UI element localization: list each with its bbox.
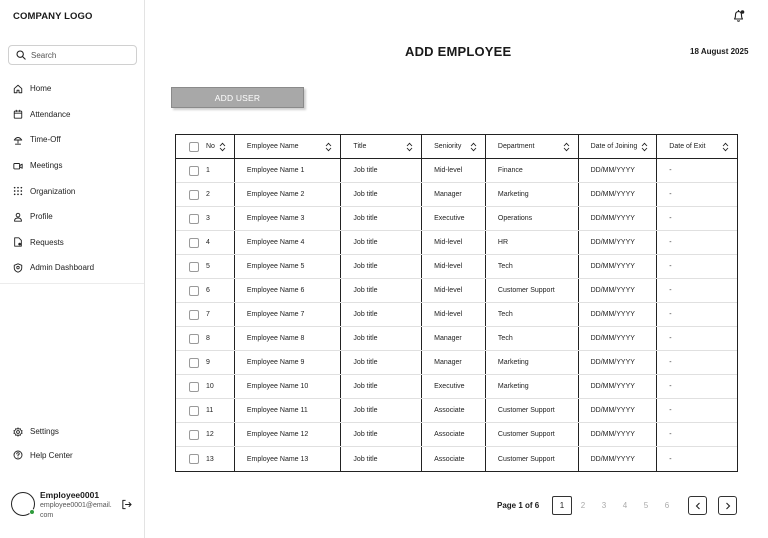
cell-text: Mid-level (434, 239, 463, 246)
cell-text: Operations (497, 215, 533, 222)
sort-icon[interactable] (219, 142, 226, 152)
profile-name: Employee0001 (40, 490, 100, 500)
cell-text: Job title (353, 287, 378, 294)
chevron-right-icon (724, 502, 732, 510)
cell-text: - (669, 239, 672, 246)
cell-text: Executive (434, 215, 465, 222)
cell-date-of-joining (579, 351, 658, 374)
cell-text: - (669, 359, 672, 366)
sort-icon[interactable] (722, 142, 729, 152)
cell-no (176, 279, 235, 302)
column-header-seniority[interactable] (422, 135, 486, 158)
cell-date-of-exit (657, 303, 737, 326)
page-button[interactable]: 6 (664, 501, 670, 510)
sidebar-item-profile[interactable] (0, 204, 144, 230)
cell-text: Customer Support (497, 431, 555, 438)
sidebar-item-meetings[interactable] (0, 153, 144, 179)
cell-text: Mid-level (434, 287, 463, 294)
sidebar-item-organization[interactable] (0, 178, 144, 204)
cell-date-of-exit (657, 279, 737, 302)
cell-text: Job title (353, 359, 378, 366)
cell-title (341, 303, 422, 326)
cell-date-of-joining (579, 231, 658, 254)
cell-text: HR (497, 239, 509, 246)
cell-text: DD/MM/YYYY (590, 287, 635, 294)
sidebar-item-label: Attendance (30, 109, 71, 119)
cell-department (486, 255, 579, 278)
sidebar-item-label: Help Center (30, 450, 73, 460)
cell-text: 2 (206, 191, 210, 198)
sidebar-item-attendance[interactable] (0, 102, 144, 128)
cell-title (341, 279, 422, 302)
cell-text: Job title (353, 335, 378, 342)
online-status-dot (29, 509, 35, 515)
cell-title (341, 423, 422, 446)
cell-employee-name (235, 255, 342, 278)
cell-text: - (669, 311, 672, 318)
cell-no (176, 399, 235, 422)
cell-date-of-joining (579, 447, 658, 471)
row-checkbox[interactable] (189, 358, 199, 368)
sidebar-item-help-center[interactable] (0, 444, 144, 468)
cell-text: Employee Name 8 (246, 335, 305, 342)
cell-employee-name (235, 159, 342, 182)
cell-text: Employee Name 13 (246, 455, 309, 463)
sidebar-item-label: Profile (30, 212, 53, 222)
cell-text: - (669, 167, 672, 174)
row-checkbox[interactable] (189, 406, 199, 416)
company-logo: COMPANY LOGO (13, 11, 93, 22)
cell-no (176, 327, 235, 350)
row-checkbox[interactable] (189, 382, 199, 392)
cell-text: 10 (206, 383, 214, 390)
row-checkbox[interactable] (189, 166, 199, 176)
cell-date-of-exit (657, 447, 737, 471)
row-checkbox[interactable] (189, 334, 199, 344)
cell-employee-name (235, 303, 342, 326)
column-header-employee-name[interactable] (235, 135, 342, 158)
cell-department (486, 279, 579, 302)
sidebar-item-label: Settings (30, 427, 59, 437)
cell-text: Manager (434, 191, 462, 198)
cell-text: Customer Support (497, 407, 555, 414)
cell-employee-name (235, 351, 342, 374)
cell-date-of-exit (657, 207, 737, 230)
row-checkbox[interactable] (189, 190, 199, 200)
cell-employee-name (235, 279, 342, 302)
sidebar (0, 0, 145, 538)
pagination-pages (552, 496, 678, 515)
cell-date-of-exit (657, 327, 737, 350)
sidebar-item-requests[interactable] (0, 230, 144, 256)
shield-icon (13, 263, 23, 273)
cell-text: DD/MM/YYYY (590, 407, 635, 414)
cell-text: Manager (434, 335, 462, 342)
cell-department (486, 207, 579, 230)
cell-date-of-exit (657, 399, 737, 422)
cell-date-of-exit (657, 351, 737, 374)
user-icon (13, 212, 23, 222)
sidebar-item-label: Admin Dashboard (30, 263, 95, 273)
cell-seniority (422, 183, 486, 206)
page-button[interactable]: 5 (643, 501, 649, 510)
select-all-checkbox[interactable] (189, 142, 199, 152)
row-checkbox[interactable] (189, 430, 199, 440)
column-header-department[interactable] (486, 135, 579, 158)
cell-text: DD/MM/YYYY (590, 167, 635, 174)
home-icon (13, 84, 23, 94)
cell-text: Employee Name 12 (246, 431, 309, 438)
calendar-icon (13, 109, 23, 119)
cell-title (341, 447, 422, 471)
cell-seniority (422, 423, 486, 446)
cell-text: - (669, 431, 672, 438)
cell-text: Job title (353, 215, 378, 222)
chevron-left-icon (694, 502, 702, 510)
cell-text: DD/MM/YYYY (590, 263, 635, 270)
cell-text: DD/MM/YYYY (590, 311, 635, 318)
beach-umbrella-icon (13, 135, 23, 145)
cell-text: - (669, 287, 672, 294)
cell-text: Job title (353, 311, 378, 318)
user-profile[interactable] (11, 490, 141, 520)
cell-text: Associate (434, 431, 465, 438)
sidebar-divider (0, 283, 144, 284)
cell-text: Customer Support (497, 455, 555, 463)
cell-text: Associate (434, 455, 465, 463)
video-icon (13, 161, 23, 171)
cell-no (176, 207, 235, 230)
cell-department (486, 303, 579, 326)
cell-text: Job title (353, 383, 378, 390)
employee-table (175, 134, 738, 472)
page-button[interactable]: 2 (580, 501, 586, 510)
cell-text: 9 (206, 359, 210, 366)
cell-text: Marketing (497, 191, 529, 198)
cell-seniority (422, 159, 486, 182)
cell-seniority (422, 375, 486, 398)
sort-icon[interactable] (563, 142, 570, 152)
cell-seniority (422, 279, 486, 302)
current-date: 18 August 2025 (690, 47, 749, 56)
cell-employee-name (235, 423, 342, 446)
table-body (176, 159, 737, 471)
cell-text: Marketing (497, 383, 529, 390)
sidebar-item-label: Organization (30, 186, 76, 196)
cell-employee-name (235, 327, 342, 350)
search-input[interactable] (31, 51, 131, 60)
sort-icon[interactable] (470, 142, 477, 152)
sidebar-bottom-nav (0, 420, 144, 467)
page-button[interactable]: 3 (601, 501, 607, 510)
row-checkbox[interactable] (189, 238, 199, 248)
cell-date-of-exit (657, 231, 737, 254)
page-indicator: Page 1 of 6 (497, 501, 540, 510)
cell-date-of-exit (657, 375, 737, 398)
sidebar-item-label: Home (30, 84, 52, 94)
cell-department (486, 159, 579, 182)
cell-title (341, 351, 422, 374)
sidebar-item-home[interactable] (0, 76, 144, 102)
cell-date-of-joining (579, 255, 658, 278)
page-button[interactable]: 1 (552, 496, 572, 515)
column-header-label: Date of Joining (590, 143, 638, 150)
cell-text: Employee Name 7 (246, 311, 305, 318)
cell-department (486, 231, 579, 254)
cell-text: DD/MM/YYYY (590, 359, 635, 366)
cell-text: 4 (206, 239, 210, 246)
sort-icon[interactable] (325, 142, 332, 152)
table-header-row (176, 135, 737, 159)
cell-text: Tech (497, 335, 513, 342)
table-row[interactable] (176, 351, 737, 375)
cell-text: Customer Support (497, 287, 555, 294)
cell-no (176, 423, 235, 446)
row-checkbox[interactable] (189, 310, 199, 320)
cell-title (341, 207, 422, 230)
row-checkbox[interactable] (189, 262, 199, 272)
cell-text: - (669, 383, 672, 390)
help-icon (13, 450, 23, 460)
cell-no (176, 159, 235, 182)
cell-employee-name (235, 375, 342, 398)
table-row[interactable] (176, 207, 737, 231)
search-icon (16, 50, 26, 60)
cell-date-of-joining (579, 183, 658, 206)
cell-date-of-exit (657, 159, 737, 182)
cell-date-of-exit (657, 183, 737, 206)
column-header-date-of-joining[interactable] (579, 135, 658, 158)
page-button[interactable]: 4 (622, 501, 628, 510)
cell-employee-name (235, 231, 342, 254)
cell-text: - (669, 191, 672, 198)
cell-title (341, 255, 422, 278)
cell-seniority (422, 351, 486, 374)
cell-text: Employee Name 4 (246, 239, 305, 246)
cell-text: Employee Name 11 (246, 407, 308, 414)
column-header-date-of-exit[interactable] (657, 135, 737, 158)
cell-department (486, 399, 579, 422)
cell-date-of-joining (579, 327, 658, 350)
cell-text: 1 (206, 167, 210, 174)
gear-icon (13, 427, 23, 437)
document-icon (13, 237, 23, 247)
row-checkbox[interactable] (189, 214, 199, 224)
row-checkbox[interactable] (189, 454, 199, 464)
cell-no (176, 255, 235, 278)
cell-text: Job title (353, 239, 378, 246)
cell-department (486, 327, 579, 350)
cell-title (341, 375, 422, 398)
table-row[interactable] (176, 447, 737, 471)
cell-text: DD/MM/YYYY (590, 431, 635, 438)
table-row[interactable] (176, 303, 737, 327)
cell-department (486, 423, 579, 446)
row-checkbox[interactable] (189, 286, 199, 296)
cell-text: - (669, 407, 672, 414)
cell-text: DD/MM/YYYY (590, 335, 635, 342)
cell-no (176, 231, 235, 254)
cell-text: - (669, 215, 672, 222)
cell-employee-name (235, 399, 342, 422)
cell-seniority (422, 303, 486, 326)
cell-date-of-joining (579, 279, 658, 302)
cell-seniority (422, 447, 486, 471)
cell-seniority (422, 207, 486, 230)
sidebar-item-time-off[interactable] (0, 127, 144, 153)
cell-text: Mid-level (434, 263, 463, 270)
table-row[interactable] (176, 399, 737, 423)
cell-text: Employee Name 5 (246, 263, 305, 270)
cell-text: Mid-level (434, 311, 463, 318)
profile-email: employee0001@email.com (40, 502, 112, 519)
cell-no (176, 351, 235, 374)
cell-text: 6 (206, 287, 210, 294)
cell-text: Job title (353, 191, 378, 198)
cell-text: Job title (353, 263, 378, 270)
cell-no (176, 303, 235, 326)
cell-seniority (422, 399, 486, 422)
column-header-label: Department (497, 143, 535, 150)
grid-icon (13, 186, 23, 196)
cell-date-of-joining (579, 399, 658, 422)
cell-text: 13 (206, 455, 214, 463)
cell-department (486, 375, 579, 398)
column-header-label: Title (353, 143, 367, 150)
sidebar-item-label: Time-Off (30, 135, 61, 145)
cell-seniority (422, 327, 486, 350)
cell-text: DD/MM/YYYY (590, 239, 635, 246)
cell-date-of-joining (579, 303, 658, 326)
next-page-button[interactable] (718, 496, 737, 515)
cell-title (341, 327, 422, 350)
cell-text: 3 (206, 215, 210, 222)
cell-seniority (422, 255, 486, 278)
search-box[interactable] (8, 45, 137, 65)
cell-text: Employee Name 3 (246, 215, 305, 222)
cell-date-of-joining (579, 423, 658, 446)
table-row[interactable] (176, 159, 737, 183)
cell-text: Employee Name 2 (246, 191, 305, 198)
cell-text: - (669, 455, 672, 463)
cell-text: Job title (353, 455, 378, 463)
cell-department (486, 447, 579, 471)
table-row[interactable] (176, 375, 737, 399)
cell-no (176, 447, 235, 471)
avatar[interactable] (11, 492, 35, 516)
table-row[interactable] (176, 231, 737, 255)
cell-text: Tech (497, 263, 513, 270)
column-header-no[interactable] (176, 135, 235, 158)
cell-text: DD/MM/YYYY (590, 455, 635, 463)
cell-text: 11 (206, 407, 214, 414)
table-row[interactable] (176, 183, 737, 207)
sidebar-item-settings[interactable] (0, 420, 144, 444)
cell-employee-name (235, 183, 342, 206)
cell-text: Finance (497, 167, 523, 174)
add-user-button[interactable]: ADD USER (171, 87, 304, 108)
table-row[interactable] (176, 423, 737, 447)
cell-text: 5 (206, 263, 210, 270)
cell-text: - (669, 263, 672, 270)
cell-text: 12 (206, 431, 214, 438)
cell-text: Job title (353, 407, 378, 414)
cell-text: Employee Name 6 (246, 287, 305, 294)
cell-text: Employee Name 10 (246, 383, 309, 390)
cell-title (341, 399, 422, 422)
sidebar-item-label: Requests (30, 237, 64, 247)
cell-no (176, 183, 235, 206)
sort-icon[interactable] (406, 142, 413, 152)
sidebar-item-label: Meetings (30, 161, 63, 171)
cell-date-of-exit (657, 423, 737, 446)
cell-text: Executive (434, 383, 465, 390)
cell-text: Employee Name 9 (246, 359, 305, 366)
cell-department (486, 351, 579, 374)
cell-text: DD/MM/YYYY (590, 191, 635, 198)
cell-text: Associate (434, 407, 465, 414)
cell-text: Mid-level (434, 167, 463, 174)
cell-text: Job title (353, 431, 378, 438)
cell-no (176, 375, 235, 398)
cell-date-of-joining (579, 375, 658, 398)
sort-icon[interactable] (641, 142, 648, 152)
cell-text: Job title (353, 167, 378, 174)
cell-text: Manager (434, 359, 462, 366)
cell-employee-name (235, 447, 342, 471)
cell-department (486, 183, 579, 206)
cell-text: Employee Name 1 (246, 167, 305, 174)
column-header-label: Employee Name (246, 143, 299, 150)
logout-icon[interactable] (121, 499, 132, 510)
page-title: ADD EMPLOYEE (405, 44, 512, 59)
cell-text: 7 (206, 311, 210, 318)
cell-date-of-joining (579, 159, 658, 182)
cell-seniority (422, 231, 486, 254)
cell-text: Tech (497, 311, 513, 318)
cell-title (341, 183, 422, 206)
column-header-title[interactable] (341, 135, 422, 158)
cell-text: Marketing (497, 359, 529, 366)
table-row[interactable] (176, 255, 737, 279)
column-header-label: Date of Exit (669, 143, 706, 150)
sidebar-nav (0, 76, 144, 281)
cell-text: DD/MM/YYYY (590, 383, 635, 390)
prev-page-button[interactable] (688, 496, 707, 515)
column-header-label: No (206, 143, 215, 150)
table-row[interactable] (176, 327, 737, 351)
cell-date-of-joining (579, 207, 658, 230)
cell-date-of-exit (657, 255, 737, 278)
notification-bell-icon[interactable] (732, 9, 745, 23)
cell-text: DD/MM/YYYY (590, 215, 635, 222)
table-row[interactable] (176, 279, 737, 303)
sidebar-item-admin-dashboard[interactable] (0, 255, 144, 281)
cell-title (341, 159, 422, 182)
cell-employee-name (235, 207, 342, 230)
cell-text: - (669, 335, 672, 342)
column-header-label: Seniority (434, 143, 462, 150)
cell-text: 8 (206, 335, 210, 342)
cell-title (341, 231, 422, 254)
